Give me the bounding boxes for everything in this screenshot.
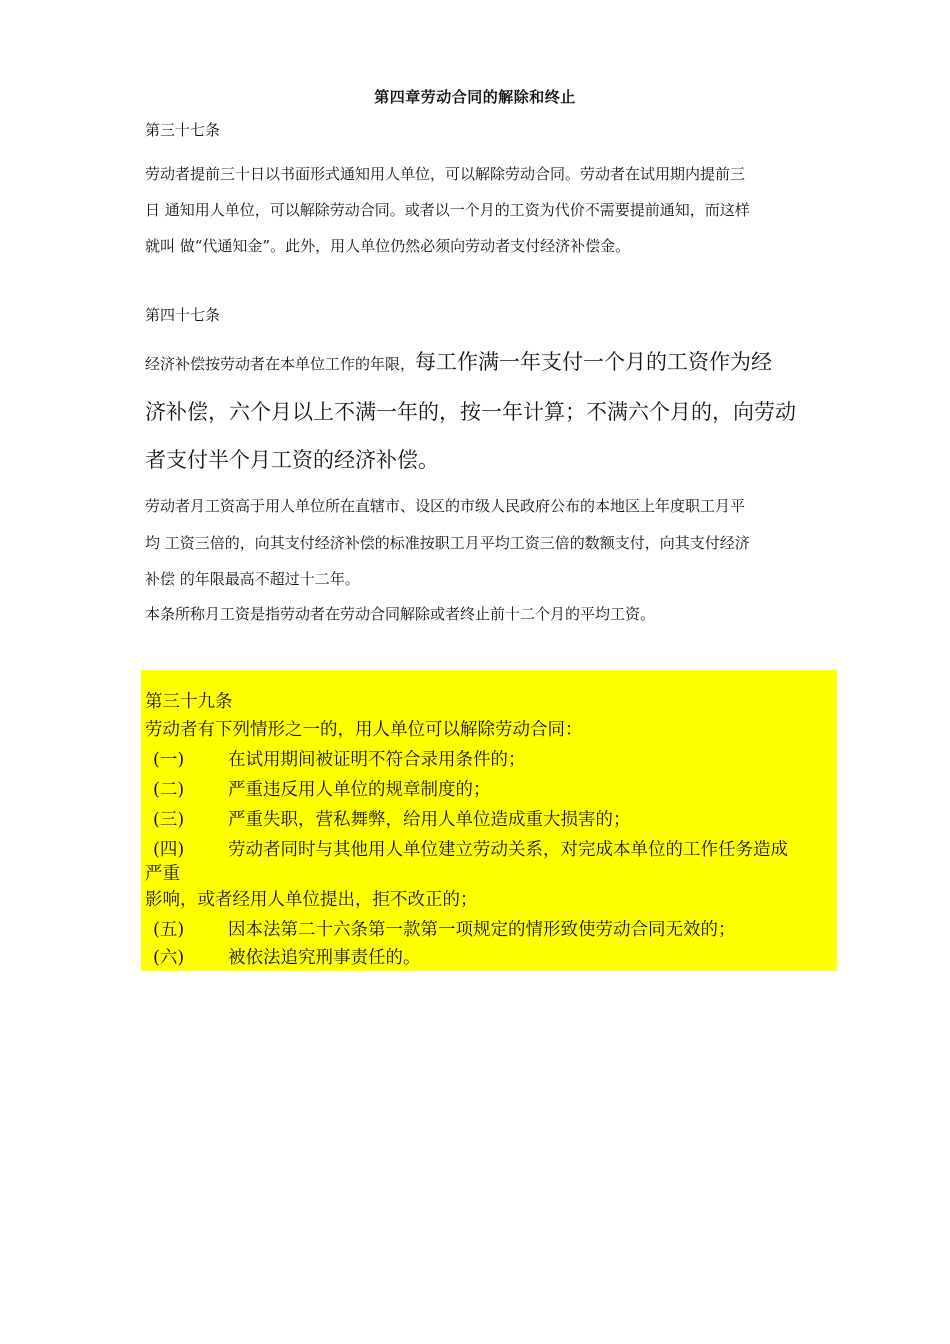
- article-47-line-3: 者支付半个月工资的经济补偿。: [145, 448, 439, 472]
- article-37-heading: 第三十七条: [145, 121, 221, 139]
- article-47-line-1: [145, 338, 837, 388]
- item-number: (四): [153, 840, 185, 860]
- article-39-item-6: [145, 944, 421, 969]
- item-number: (三): [153, 810, 185, 830]
- article-37-line-1: 劳动者提前三十日以书面形式通知用人单位，可以解除劳动合同。劳动者在试用期内提前三: [145, 165, 746, 183]
- article-39-intro: 劳动者有下列情形之一的，用人单位可以解除劳动合同：: [145, 720, 583, 740]
- item-text: 因本法第二十六条第一款第一项规定的情形致使劳动合同无效的；: [228, 920, 736, 940]
- article-47-p3-line: 本条所称月工资是指劳动者在劳动合同解除或者终止前十二个月的平均工资。: [145, 605, 656, 623]
- article-47-heading: 第四十七条: [145, 306, 221, 324]
- item-text: 严重失职，营私舞弊，给用人单位造成重大损害的；: [228, 810, 631, 830]
- article-39-item-4: [145, 836, 788, 861]
- article-47-paragraph-3: [145, 602, 837, 626]
- article-37-line-2: 日 通知用人单位，可以解除劳动合同。或者以一个月的工资为代价不需要提前通知，而这样: [145, 201, 750, 219]
- item-text: 在试用期间被证明不符合录用条件的；: [228, 750, 526, 770]
- item-number: (五): [153, 920, 185, 940]
- article-47-p2-line-3: 补偿 的年限最高不超过十二年。: [145, 570, 360, 588]
- article-39-item-1: [145, 746, 526, 771]
- article-39-item-5: [145, 916, 736, 941]
- item-number: (二): [153, 780, 185, 800]
- article-47-line-1-small: 经济补偿按劳动者在本单位工作的年限，: [145, 355, 416, 373]
- article-47-paragraph-1: [145, 338, 837, 484]
- article-39-item-4-cont-1: 严重: [145, 864, 180, 884]
- item-text: 被依法追究刑事责任的。: [228, 948, 421, 968]
- article-37-paragraph: [145, 156, 837, 264]
- article-39-heading: 第三十九条: [145, 692, 233, 712]
- article-47-p2-line-2: 均 工资三倍的，向其支付经济补偿的标准按职工月平均工资三倍的数额支付，向其支付经济: [145, 533, 750, 552]
- article-47-p2-line-1: 劳动者月工资高于用人单位所在直辖市、设区的市级人民政府公布的本地区上年度职工月平: [145, 497, 746, 515]
- article-37-line-3: 就叫 做“代通知金”。此外，用人单位仍然必须向劳动者支付经济补偿金。: [145, 237, 631, 255]
- article-47-line-1-big: 每工作满一年支付一个月的工资作为经: [415, 350, 773, 374]
- article-39-item-4-cont-2: 影响，或者经用人单位提出，拒不改正的；: [145, 890, 478, 910]
- item-number: (一): [153, 750, 185, 770]
- item-text: 严重违反用人单位的规章制度的；: [228, 780, 491, 800]
- item-number: (六): [153, 948, 185, 968]
- article-47-line-2: 济补偿，六个月以上不满一年的，按一年计算；不满六个月的，向劳动: [145, 400, 796, 424]
- article-39-item-2: [145, 776, 491, 801]
- item-text: 劳动者同时与其他用人单位建立劳动关系，对完成本单位的工作任务造成: [228, 840, 788, 860]
- article-47-paragraph-2: [145, 488, 837, 598]
- chapter-title: 第四章劳动合同的解除和终止: [374, 88, 576, 106]
- article-39-item-3: [145, 806, 631, 831]
